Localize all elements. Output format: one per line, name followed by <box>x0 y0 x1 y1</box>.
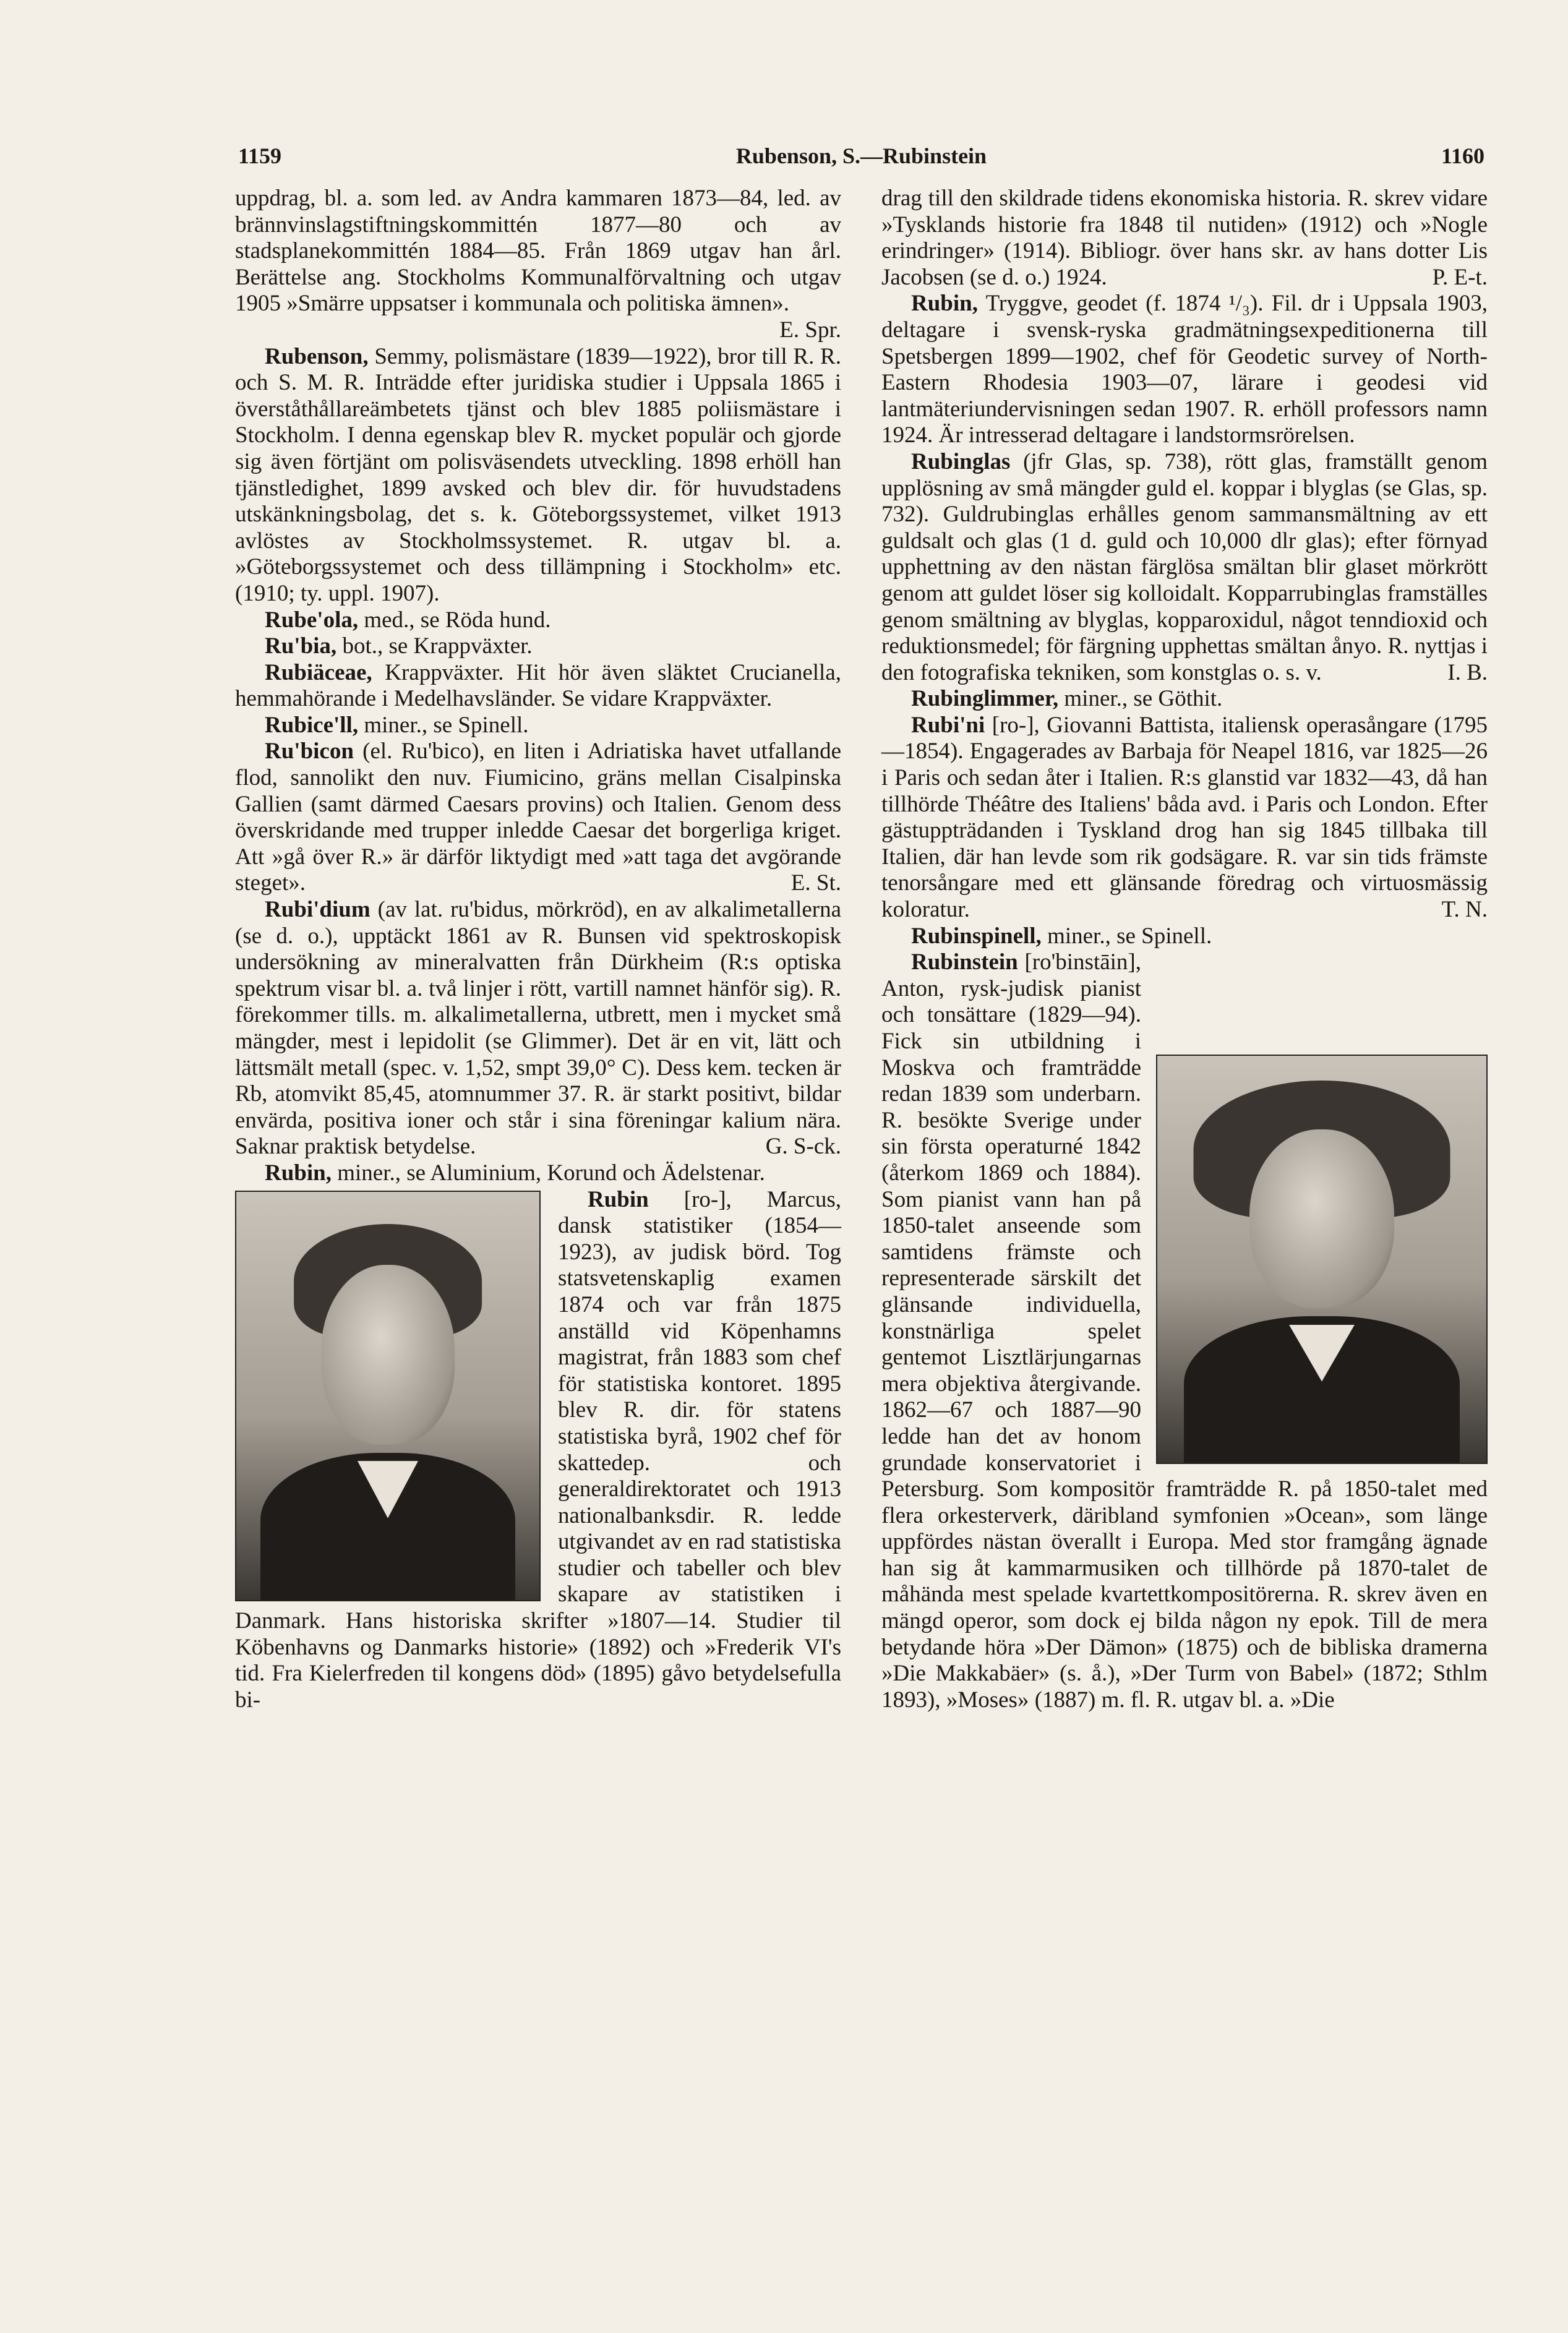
headword: Ru'bicon <box>265 738 354 764</box>
author-signature: G. S-ck. <box>765 1134 841 1160</box>
headword: Rubinglimmer, <box>911 686 1059 712</box>
author-signature: E. Spr. <box>779 317 841 343</box>
headword: Rube'ola, <box>265 607 359 633</box>
portrait-marcus-rubin <box>235 1191 541 1601</box>
headword: Rubin, <box>265 1160 332 1186</box>
left-column <box>235 186 841 1713</box>
entry-rubinspinell: Rubinspinell, miner., se Spinell. <box>911 923 1212 949</box>
headword: Rubin, <box>911 291 978 317</box>
entry-rubin-tryggve: Rubin, Tryggve, geodet (f. 1874 ¹/₃). Fil. dr i Uppsala 1903, deltagare i svensk-ryska gradmätningsexpeditionerna till Spetsbergen 1899—1902, chef för Geodetic survey of North-Eastern Rhodesia 1903—07, lärare i geodesi vid lantmäteriundervisningen sedan 1907. R. erhöll professors namn 1924. Är intresserad deltagare i landstormsrörelsen. <box>881 291 1488 448</box>
entry-continuation: uppdrag, bl. a. som led. av Andra kammaren 1873—84, led. av brännvinslagstiftningskommittén 1877—80 och av stadsplanekommittén 1884—85. Från 1869 utgav han årl. Berättelse ang. Stockholms Kommunalförvaltning och utgav 1905 »Smärre uppsatser i kommunala och politiska ämnen». E. Spr. <box>235 186 841 343</box>
headword: Ru'bia, <box>265 633 337 659</box>
running-title: Rubenson, S.—Rubinstein <box>735 143 987 168</box>
entry-rubinstein: Rubinstein [ro'binstāin], Anton, rysk-judisk pianist och tonsättare (1829—94). Fick sin utbildning i Moskva och framträdde redan 1839 som underbarn. R. besökte Sverige under sin första operaturné 1842 (återkom 1869 och 1884). Som pianist vann han på 1850-talet anseende som samtidens främste och representerade särskilt det glänsande individuella, konstnärliga spelet gentemot Lisztlärjungarnas mera objektiva återgivande. 1862—67 och 1887—90 ledde han det av honom grundade konservatoriet i Petersburg. Som kompositör framträdde R. på 1850-talet med flera orkesterverk, däribland symfonien »Ocean», som länge uppfördes nästan överallt i Europa. Med stor framgång ägnade han sig åt kammarmusiken och tillhörde på 1870-talet de måhända mest spelade kvartettkompositörerna. R. skrev även en mängd operor, som dock ej bilda någon ny epok. Till de mera betydande höra »Der Dämon» (1875) och de bibliska dramerna »Die Makkabäer» (s. å.), »Der Turm von Babel» (1872; Sthlm 1893), »Moses» (1887) m. fl. R. utgav bl. a. »Die <box>881 949 1488 1713</box>
headword: Rubice'll, <box>265 712 359 738</box>
headword: Rubiäceae, <box>265 659 372 685</box>
entry-rubicon: Ru'bicon (el. Ru'bico), en liten i Adriatiska havet utfallande flod, sannolikt den nuv. Fiumicino, gräns mellan Cisalpinska Gallien (samt därmed Caesars provins) och Italien. Genom dess överskridande med trupper inledde Caesar det borgerliga kriget. Att »gå över R.» är därför liktydigt med »att taga det avgörande steget». E. St. <box>235 738 841 896</box>
page-number-right: 1160 <box>1441 143 1484 168</box>
entry-continuation: drag till den skildrade tidens ekonomiska historia. R. skrev vidare »Tysklands historie fra 1848 til nutiden» (1912) och »Nogle erindringer» (1914). Bibliogr. över hans skr. av hans dotter Lis Jacobsen (se d. o.) 1924. P. E-t. <box>881 186 1488 290</box>
entry-rubiaceae: Rubiäceae, Krappväxter. Hit hör även släktet Crucianella, hemmahörande i Medelhavsländer. Se vidare Krappväxter. <box>235 659 841 712</box>
author-signature: I. B. <box>1447 659 1488 685</box>
entry-rubidium: Rubi'dium (av lat. ru'bidus, mörkröd), en av alkalimetallerna (se d. o.), upptäckt 1861 av R. Bunsen vid spektroskopisk undersökning av mineralvatten från Dürkheim (R:s optiska spektrum visar bl. a. två linjer i rött, vartill namnet hänför sig). R. förekommer tills. m. alkalimetallerna, utbrett, men i mycket små mängder, mest i lepidolit (se Glimmer). Det är en vit, lätt och lättsmält metall (spec. v. 1,52, smpt 39,0° C). Dess kem. tecken är Rb, atomvikt 85,45, atomnummer 37. R. är starkt positivt, bildar envärda, positiva ioner och står i sina föreningar kalium nära. Saknar praktisk betydelse. G. S-ck. <box>235 897 841 1160</box>
entry-rubenson-semmy: Rubenson, Semmy, polismästare (1839—1922), bror till R. R. och S. M. R. Inträdde efter juridiska studier i Uppsala 1865 i överståthållareämbetets tjänst och blev 1885 poliismästare i Stockholm. I denna egenskap blev R. mycket populär och gjorde sig även förtjänt om polisväsendets utveckling. 1898 erhöll han tjänstledighet, 1899 avsked och blev dir. för huvudstadens utskänkningsbolag, det s. k. Göteborgssystemet, vilket 1913 avlöstes av Stockholmssystemet. R. utgav bl. a. »Göteborgssystemet och dess tillämpning i Stockholm» etc. (1910; ty. uppl. 1907). <box>235 343 841 606</box>
entry-rubicell: Rubice'll, miner., se Spinell. <box>265 712 529 738</box>
headword: Rubinglas <box>911 448 1011 474</box>
entry-rubeola: Rube'ola, med., se Röda hund. <box>265 607 551 633</box>
headword: Rubinspinell, <box>911 923 1042 949</box>
author-signature: P. E-t. <box>1432 264 1488 290</box>
author-signature: T. N. <box>1441 897 1488 923</box>
page-header <box>238 137 1484 174</box>
entry-rubini: Rubi'ni [ro-], Giovanni Battista, italiensk operasångare (1795—1854). Engagerades av Barbaja för Neapel 1816, var 1825—26 i Paris och sedan åter i Italien. R:s glanstid var 1832—43, då han tillhörde Théâtre des Italiens' båda avd. i Paris och London. Efter gästuppträdanden i Tyskland drog han sig 1845 tillbaka till Italien, där han levde som rik godsägare. R. var sin tids främste tenorsångare med ett glänsande föredrag och virtuosmässig koloratur. T. N. <box>881 712 1488 923</box>
headword: Rubin <box>588 1186 649 1212</box>
headword: Rubenson, <box>265 343 369 369</box>
entry-rubinglimmer: Rubinglimmer, miner., se Göthit. <box>911 686 1223 712</box>
author-signature: E. St. <box>790 870 841 896</box>
entry-rubin-mineral: Rubin, miner., se Aluminium, Korund och Ädelstenar. <box>265 1160 765 1186</box>
headword: Rubinstein <box>911 949 1018 975</box>
headword: Rubi'dium <box>265 897 371 923</box>
page-number-left: 1159 <box>238 143 282 168</box>
right-column <box>881 186 1488 1713</box>
portrait-anton-rubinstein <box>1156 1055 1488 1464</box>
entry-rubia: Ru'bia, bot., se Krappväxter. <box>265 633 533 659</box>
entry-rubin-marcus: Rubin [ro-], Marcus, dansk statistiker (1854—1923), av judisk börd. Tog statsvetenskaplig examen 1874 och var från 1875 anställd vid Köpenhamns magistrat, från 1883 som chef för statistiska kontoret. 1895 blev R. dir. för statens statistiska byrå, 1902 chef för skattedep. och generaldirektoratet och 1913 nationalbanksdir. R. ledde utgivandet av en rad statistiska studier och tabeller och blev skapare av statistiken i Danmark. Hans historiska skrifter »1807—14. Studier til Köbenhavns og Danmarks historie» (1892) och »Frederik VI's tid. Fra Kielerfreden til kongens död» (1895) gåvo betydelsefulla bi- <box>235 1186 841 1713</box>
headword: Rubi'ni <box>911 712 985 738</box>
entry-rubinglas: Rubinglas (jfr Glas, sp. 738), rött glas, framställt genom upplösning av små mängder guld el. koppar i blyglas (se Glas, sp. 732). Guldrubinglas erhålles genom sammansmältning av ett guldsalt och glas (1 d. guld och 10,000 dlr glas); efter förnyad upphettning av den nästan färglösa smältan blir glaset mörkrött genom att guldet löser sig kolloidalt. Kopparrubinglas framställes genom smältning av blyglas, kopparoxidul, något tenndioxid och reduktionsmedel; för färgning upphettas smältan ånyo. R. nyttjas i den fotografiska tekniken, som konstglas o. s. v. I. B. <box>881 448 1488 685</box>
